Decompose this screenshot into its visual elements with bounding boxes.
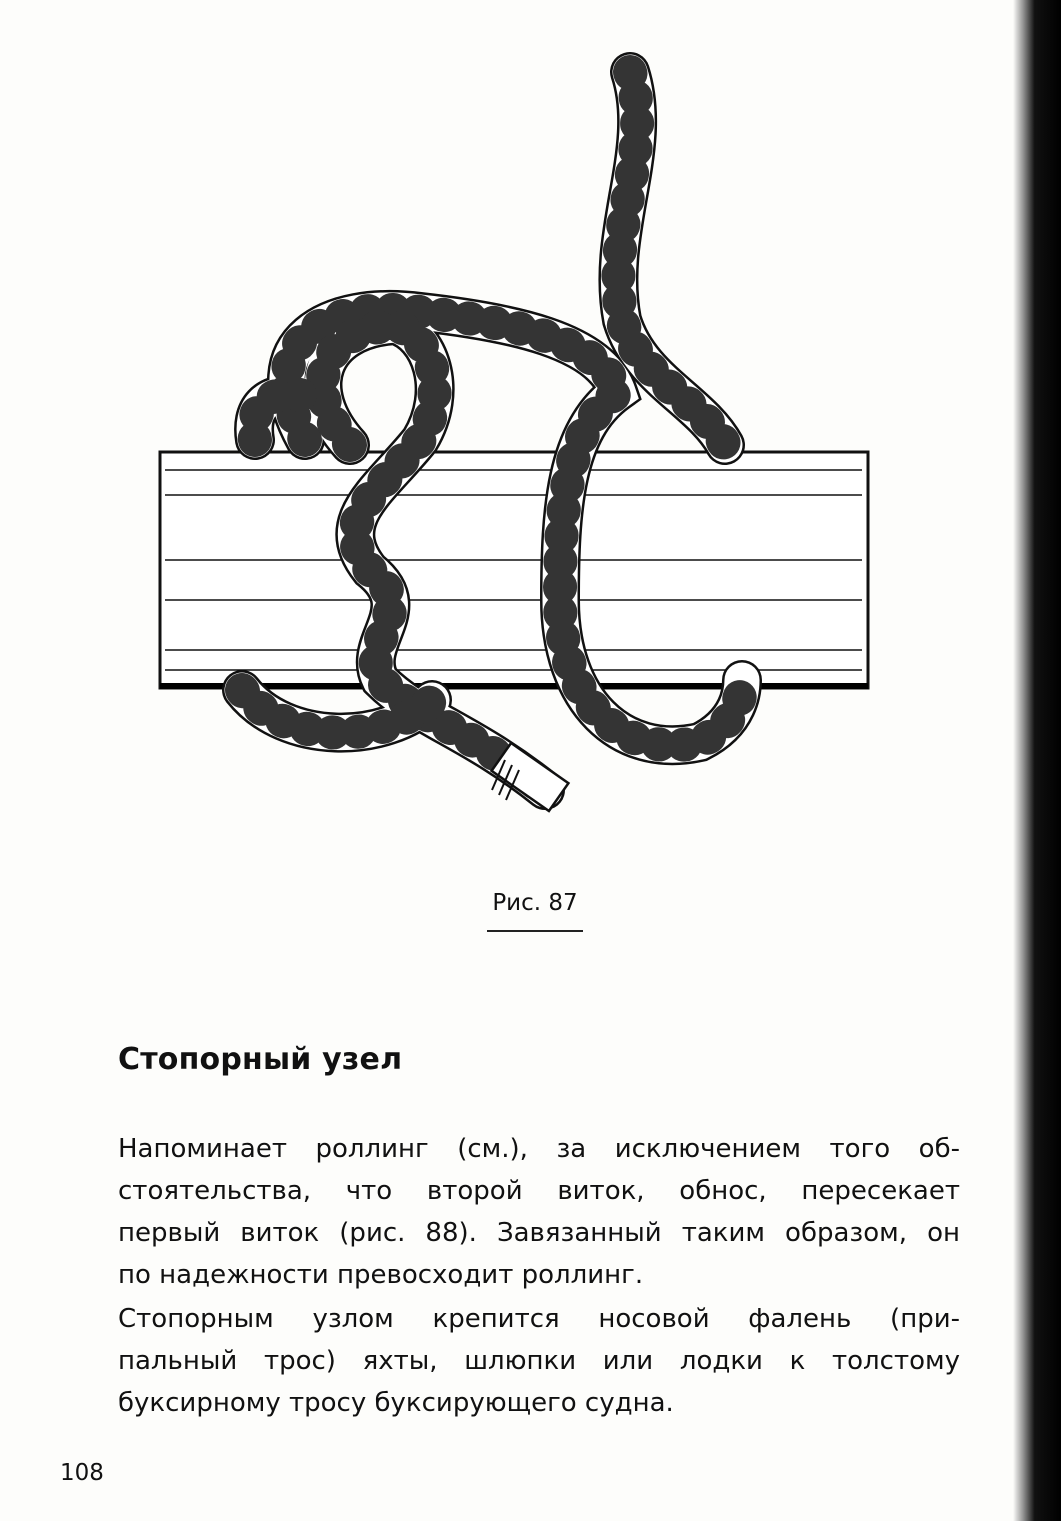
text-line: стоятельства, что второй виток, обнос, пересекает	[118, 1176, 960, 1206]
scan-edge-shadow	[1013, 0, 1061, 1521]
text-line: первый виток (рис. 88). Завязанный таким образом, он	[118, 1218, 960, 1248]
text-line: буксирному тросу буксирующего судна.	[118, 1388, 674, 1418]
paragraph-2	[118, 1298, 960, 1424]
figure-caption: Рис. 87	[492, 890, 578, 916]
text-line: пальный трос) яхты, шлюпки или лодки к толстому	[118, 1346, 960, 1376]
cylinder	[160, 452, 868, 688]
paragraph-1	[118, 1128, 960, 1296]
page-number: 108	[60, 1460, 104, 1486]
text-line: по надежности превосходит роллинг.	[118, 1260, 644, 1290]
text-line: Стопорным узлом крепится носовой фалень (при-	[118, 1304, 960, 1334]
text-line: Напоминает роллинг (см.), за исключением того об-	[118, 1134, 960, 1164]
caption-underline	[487, 930, 583, 932]
section-heading: Стопорный узел	[118, 1042, 403, 1077]
